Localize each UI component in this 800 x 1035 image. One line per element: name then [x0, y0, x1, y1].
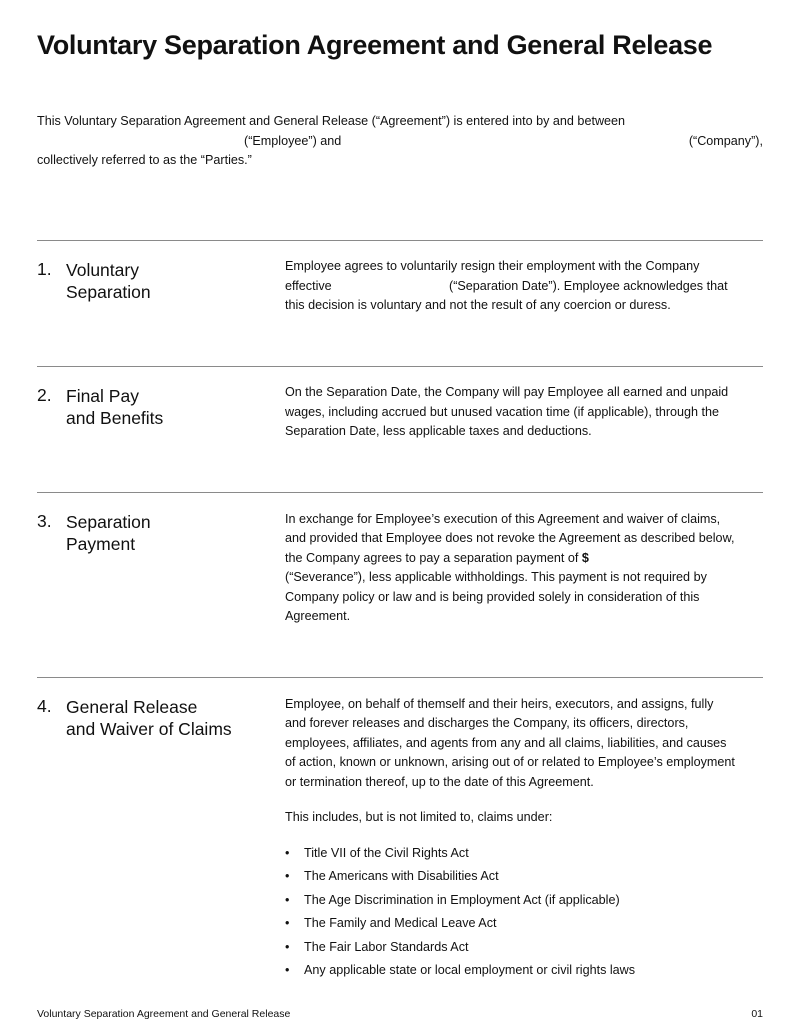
heading-line: General Release	[66, 697, 198, 717]
list-item-text: The Family and Medical Leave Act	[304, 916, 497, 930]
line-text: the Company agrees to pay a separation payment of	[285, 551, 579, 565]
section-heading	[66, 385, 163, 429]
list-item-text: Title VII of the Civil Rights Act	[304, 846, 469, 860]
section-line: Company policy or law and is being provided solely in consideration of this	[285, 590, 700, 604]
list-item-text: Any applicable state or local employment or civil rights laws	[304, 963, 636, 977]
section-heading	[66, 259, 151, 303]
heading-line: Payment	[66, 534, 136, 554]
bullet-icon: •	[285, 893, 290, 907]
bullet-icon: •	[285, 846, 290, 860]
heading-line: and Benefits	[66, 408, 164, 428]
section-line: Separation Date, less applicable taxes and deductions.	[285, 424, 592, 438]
intro-line: collectively referred to as the “Parties.”	[37, 153, 252, 167]
divider	[37, 492, 763, 493]
bullet-icon: •	[285, 916, 290, 930]
list-item	[285, 963, 635, 977]
bullet-icon: •	[285, 869, 290, 883]
dollar-sign: $	[581, 551, 589, 565]
section-line: employees, affiliates, and agents from any and all claims, liabilities, and causes	[285, 736, 727, 750]
page-title: Voluntary Separation Agreement and General Release	[37, 30, 713, 60]
section-line: (“Severance”), less applicable withholdings. This payment is not required by	[285, 570, 707, 584]
section-line: of action, known or unknown, arising out of or related to Employee’s employment	[285, 755, 735, 769]
section-line: Employee agrees to voluntarily resign their employment with the Company	[285, 259, 700, 273]
list-item	[285, 846, 469, 860]
section-line	[285, 549, 589, 569]
heading-line: and Waiver of Claims	[66, 719, 232, 739]
heading-line: Final Pay	[66, 386, 139, 406]
list-item-text: The Age Discrimination in Employment Act (if applicable)	[304, 893, 620, 907]
divider	[37, 677, 763, 678]
section-line: and forever releases and discharges the Company, its officers, directors,	[285, 716, 689, 730]
list-item	[285, 893, 620, 907]
section-line: On the Separation Date, the Company will pay Employee all earned and unpaid	[285, 385, 729, 399]
section-line: In exchange for Employee’s execution of this Agreement and waiver of claims,	[285, 512, 721, 526]
section-line: Employee, on behalf of themself and their heirs, executors, and assigns, fully	[285, 697, 714, 711]
section-number: 3.	[37, 511, 52, 531]
list-item	[285, 916, 497, 930]
heading-line: Separation	[66, 282, 151, 302]
intro-employee: (“Employee”) and	[244, 134, 342, 148]
intro-line: This Voluntary Separation Agreement and General Release (“Agreement”) is entered into by and between	[37, 114, 626, 128]
heading-line: Separation	[66, 512, 151, 532]
section-number: 4.	[37, 696, 52, 716]
intro-company: (“Company”),	[688, 134, 763, 148]
list-item	[285, 940, 469, 954]
section-number: 2.	[37, 385, 52, 405]
list-item-text: The Fair Labor Standards Act	[304, 940, 469, 954]
page-number: 01	[751, 1008, 763, 1020]
section-line: wages, including accrued but unused vacation time (if applicable), through the	[285, 405, 720, 419]
section-line: Agreement.	[285, 609, 351, 623]
bullet-icon: •	[285, 963, 290, 977]
divider	[37, 366, 763, 367]
list-item-text: The Americans with Disabilities Act	[304, 869, 499, 883]
section-line: or termination thereof, up to the date of this Agreement.	[285, 775, 594, 789]
section-line: effective	[285, 279, 332, 293]
list-item	[285, 869, 499, 883]
section-line: (“Separation Date”). Employee acknowledges that	[449, 279, 728, 293]
heading-line: Voluntary	[66, 260, 139, 280]
divider	[37, 240, 763, 241]
section-line: and provided that Employee does not revoke the Agreement as described below,	[285, 531, 735, 545]
section-line: this decision is voluntary and not the result of any coercion or duress.	[285, 298, 671, 312]
includes-text: This includes, but is not limited to, claims under:	[285, 810, 553, 824]
bullet-icon: •	[285, 940, 290, 954]
section-number: 1.	[37, 259, 52, 279]
section-heading	[66, 696, 232, 740]
section-heading	[66, 511, 151, 555]
footer-title: Voluntary Separation Agreement and General Release	[37, 1008, 291, 1020]
